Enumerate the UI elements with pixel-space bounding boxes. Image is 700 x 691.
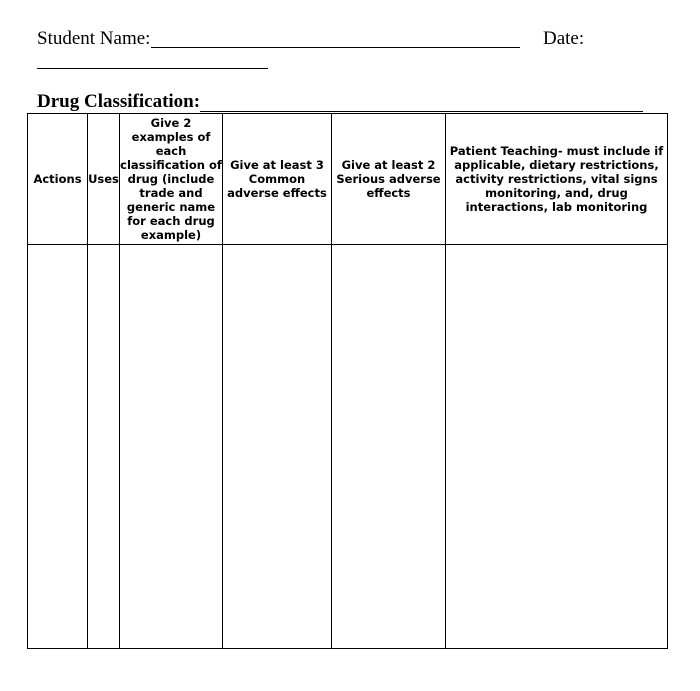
- drug-worksheet-table: [27, 113, 668, 649]
- date-label: Date:: [543, 28, 585, 49]
- column-header-patient-teaching: Patient Teaching- must include if applicable, dietary restrictions, activity restrictions, vital signs monitoring, and, drug interactions, lab monitoring: [446, 114, 668, 245]
- column-header-common-adverse-effects: Give at least 3 Common adverse effects: [223, 114, 332, 245]
- student-name-field[interactable]: [151, 47, 520, 48]
- drug-classification-field[interactable]: [200, 111, 643, 112]
- column-header-uses: Uses: [88, 114, 120, 245]
- serious-adverse-effects-cell[interactable]: [332, 245, 446, 649]
- column-header-actions: Actions: [28, 114, 88, 245]
- uses-cell[interactable]: [88, 245, 120, 649]
- column-header-serious-adverse-effects: Give at least 2 Serious adverse effects: [332, 114, 446, 245]
- table-row: [28, 245, 668, 649]
- table-header-row: [28, 114, 668, 245]
- patient-teaching-cell[interactable]: [446, 245, 668, 649]
- date-field[interactable]: [37, 68, 268, 69]
- column-header-examples: Give 2 examples of each classification of drug (include trade and generic name for each drug example): [120, 114, 223, 245]
- common-adverse-effects-cell[interactable]: [223, 245, 332, 649]
- examples-cell[interactable]: [120, 245, 223, 649]
- student-name-label: Student Name:: [37, 28, 151, 49]
- drug-classification-label: Drug Classification:: [37, 91, 201, 112]
- actions-cell[interactable]: [28, 245, 88, 649]
